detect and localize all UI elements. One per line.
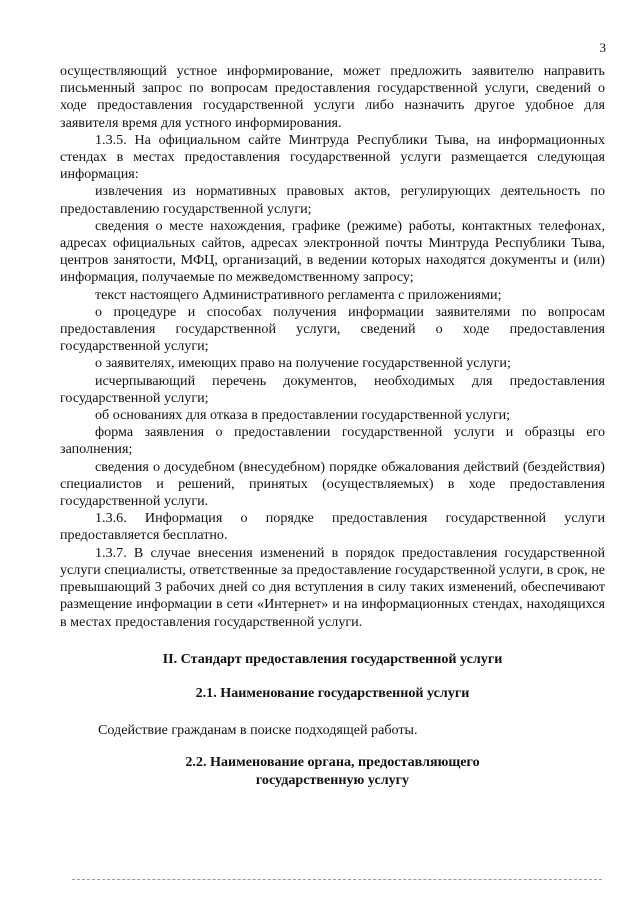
list-item: текст настоящего Административного регламента с приложениями; xyxy=(95,286,502,303)
paragraph-1-3-7: 1.3.7. В случае внесения изменений в порядок предоставления государственной услуги специалисты, ответственные за предоставление государственной услуги, в срок, не превышающий 3 рабочих дней со дня вступления в силу таких изменений, обеспечивают размещение информации в сети «Интернет» и на информационных стендах, находящихся в местах предоставления государственной услуги. xyxy=(60,544,605,630)
list-item: форма заявления о предоставлении государственной услуги и образцы его заполнения; xyxy=(60,424,605,458)
paragraph-continuation: осуществляющий устное информирование, может предложить заявителю направить письменный запрос по вопросам предоставления государственной услуги, сведений о ходе предоставления государственной услуги либо назначить другое удобное для заявителя время для устного информирования. xyxy=(60,63,605,131)
page-number: 3 xyxy=(599,40,606,55)
list-item: об основаниях для отказа в предоставлении государственной услуги; xyxy=(95,407,511,424)
paragraph-1-3-6: 1.3.6. Информация о порядке предоставления государственной услуги предоставляется бесплатно. xyxy=(60,510,605,544)
scan-footer-line xyxy=(72,879,602,880)
subsection-2-2-heading xyxy=(60,754,605,788)
list-item: о заявителях, имеющих право на получение государственной услуги; xyxy=(95,355,511,372)
subsection-2-2-heading-line2: государственную услугу xyxy=(255,771,410,788)
subsection-2-1-heading: 2.1. Наименование государственной услуги xyxy=(195,684,470,701)
list-item: извлечения из нормативных правовых актов, регулирующих деятельность по предоставлению государственной услуги; xyxy=(60,183,605,217)
list-item: исчерпывающий перечень документов, необходимых для предоставления государственной услуги; xyxy=(60,372,605,406)
list-item: сведения о месте нахождения, графике (режиме) работы, контактных телефонах, адресах официальных сайтов, адресах электронной почты Минтруда Республики Тыва, центров занятости, МФЦ, организаций, в ведении которых находятся документы и (или) информация, получаемые по межведомственному запросу; xyxy=(60,217,605,286)
paragraph-1-3-5: 1.3.5. На официальном сайте Минтруда Республики Тыва, на информационных стендах в местах предоставления государственной услуги размещается следующая информация: xyxy=(60,131,605,183)
document-body xyxy=(60,63,605,789)
section-heading: II. Стандарт предоставления государственной услуги xyxy=(162,650,503,667)
subsection-2-2-heading-line1: 2.2. Наименование органа, предоставляющего xyxy=(185,754,480,771)
subsection-2-1-text: Содействие гражданам в поиске подходящей работы. xyxy=(98,722,418,739)
list-item: о процедуре и способах получения информации заявителями по вопросам предоставления государственной услуги, сведений о ходе предоставления государственной услуги; xyxy=(60,303,605,355)
list-item: сведения о досудебном (внесудебном) порядке обжалования действий (бездействия) специалистов и решений, принятых (осуществляемых) в ходе предоставления государственной услуги. xyxy=(60,458,605,510)
